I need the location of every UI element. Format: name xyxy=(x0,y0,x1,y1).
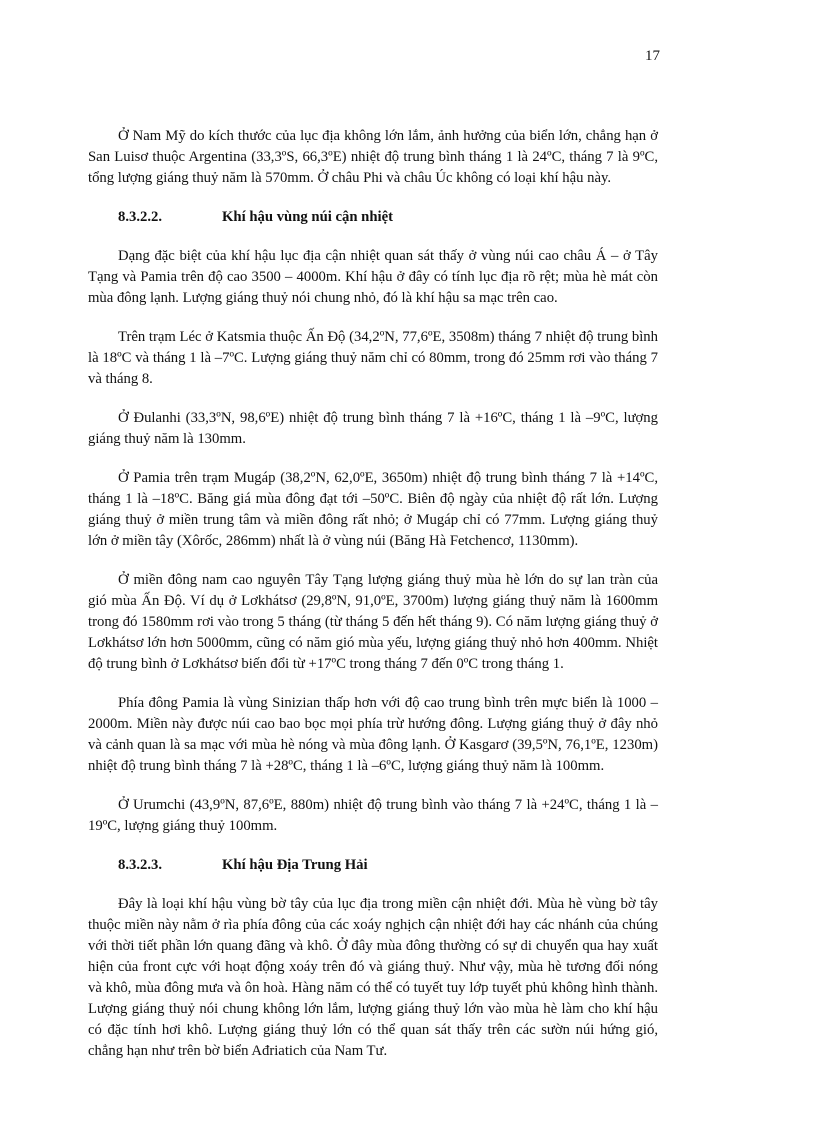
paragraph: Ở Nam Mỹ do kích thước của lục địa không lớn lắm, ảnh hưởng của biển lớn, chẳng hạn ở San Luisơ thuộc Argentina (33,3ºS, 66,3ºE) nhiệt độ trung bình tháng 1 là 24ºC, tháng 7 là 9ºC, tổng lượng giáng thuỷ năm là 570mm. Ở châu Phi và châu Úc không có loại khí hậu này. xyxy=(88,128,658,186)
paragraph: Dạng đặc biệt của khí hậu lục địa cận nhiệt quan sát thấy ở vùng núi cao châu Á – ở Tây Tạng và Pamia trên độ cao 3500 – 4000m. Khí hậu ở đây có tính lục địa rõ rệt; mùa hè mát còn mùa đông lạnh. Lượng giáng thuỷ nói chung nhỏ, đó là khí hậu sa mạc trên cao. xyxy=(88,248,658,306)
section-title: Khí hậu vùng núi cận nhiệt xyxy=(222,209,394,225)
section-heading xyxy=(88,207,658,228)
paragraph: Ở Urumchi (43,9ºN, 87,6ºE, 880m) nhiệt độ trung bình vào tháng 7 là +24ºC, tháng 1 là –19ºC, lượng giáng thuỷ 100mm. xyxy=(88,797,658,834)
paragraph: Ở miền đông nam cao nguyên Tây Tạng lượng giáng thuỷ mùa hè lớn do sự lan tràn của gió mùa Ấn Độ. Ví dụ ở Lơkhátsơ (29,8ºN, 91,0ºE, 3700m) lượng giáng thuỷ năm là 1600mm trong đó 1580mm rơi vào trong 5 tháng (từ tháng 5 đến hết tháng 9). Có năm lượng giáng thuỷ ở Lơkhátsơ lớn hơn 5000mm, cũng có năm gió mùa yếu, lượng giáng thuỷ nhỏ hơn 400mm. Nhiệt độ trung bình ở Lơkhátsơ biến đổi từ +17ºC trong tháng 7 đến 0ºC trong tháng 1. xyxy=(88,572,658,672)
section-number: 8.3.2.3. xyxy=(118,857,163,873)
paragraph: Trên trạm Léc ở Katsmia thuộc Ấn Độ (34,2ºN, 77,6ºE, 3508m) tháng 7 nhiệt độ trung bình là 18ºC và tháng 1 là –7ºC. Lượng giáng thuỷ năm chỉ có 80mm, trong đó 25mm rơi vào tháng 7 và tháng 8. xyxy=(88,329,658,387)
paragraph: Đây là loại khí hậu vùng bờ tây của lục địa trong miền cận nhiệt đới. Mùa hè vùng bờ tây thuộc miền này nằm ở rìa phía đông của các xoáy nghịch cận nhiệt đới hay các nhánh của chúng với thời tiết phần lớn quang đãng và khô. Ở đây mùa đông thường có sự di chuyển qua hay xuất hiện của front cực với hoạt động xoáy trên đó và giáng thuỷ. Như vậy, mùa hè tương đối nóng và khô, mùa đông mưa và ôn hoà. Hàng năm có thể có tuyết tuy lớp tuyết phủ không hình thành. Lượng giáng thuỷ nói chung không lớn lắm, lượng giáng thuỷ lớn vào mùa hè làm cho khí hậu có đặc tính hơi khô. Lượng giáng thuỷ lớn có thể quan sát thấy trên các sườn núi hứng gió, chẳng hạn như trên bờ biển Ađriatich của Nam Tư. xyxy=(88,896,658,1059)
page-body xyxy=(88,126,658,1080)
paragraph: Ở Đulanhi (33,3ºN, 98,6ºE) nhiệt độ trung bình tháng 7 là +16ºC, tháng 1 là –9ºC, lượng giáng thuỷ năm là 130mm. xyxy=(88,410,658,447)
section-heading xyxy=(88,855,658,876)
section-title: Khí hậu Địa Trung Hải xyxy=(222,857,368,873)
page-number: 17 xyxy=(645,48,660,64)
section-number: 8.3.2.2. xyxy=(118,209,163,225)
paragraph: Ở Pamia trên trạm Mugáp (38,2ºN, 62,0ºE, 3650m) nhiệt độ trung bình tháng 7 là +14ºC, tháng 1 là –18ºC. Băng giá mùa đông đạt tới –50ºC. Biên độ ngày của nhiệt độ rất lớn. Lượng giáng thuỷ ở miền trung tâm và miền đông rất nhỏ; ở Mugáp chỉ có 77mm. Lượng giáng thuỷ lớn ở miền tây (Xôrốc, 286mm) nhất là ở vùng núi (Băng Hà Fetchencơ, 1130mm). xyxy=(88,470,658,549)
paragraph: Phía đông Pamia là vùng Sinizian thấp hơn với độ cao trung bình trên mực biển là 1000 – 2000m. Miền này được núi cao bao bọc mọi phía trừ hướng đông. Lượng giáng thuỷ ở đây nhỏ và cảnh quan là sa mạc với mùa hè nóng và mùa đông lạnh. Ở Kasgarơ (39,5ºN, 76,1ºE, 1230m) nhiệt độ trung bình tháng 7 là +28ºC, tháng 1 là –6ºC, lượng giáng thuỷ năm là 100mm. xyxy=(88,695,658,774)
